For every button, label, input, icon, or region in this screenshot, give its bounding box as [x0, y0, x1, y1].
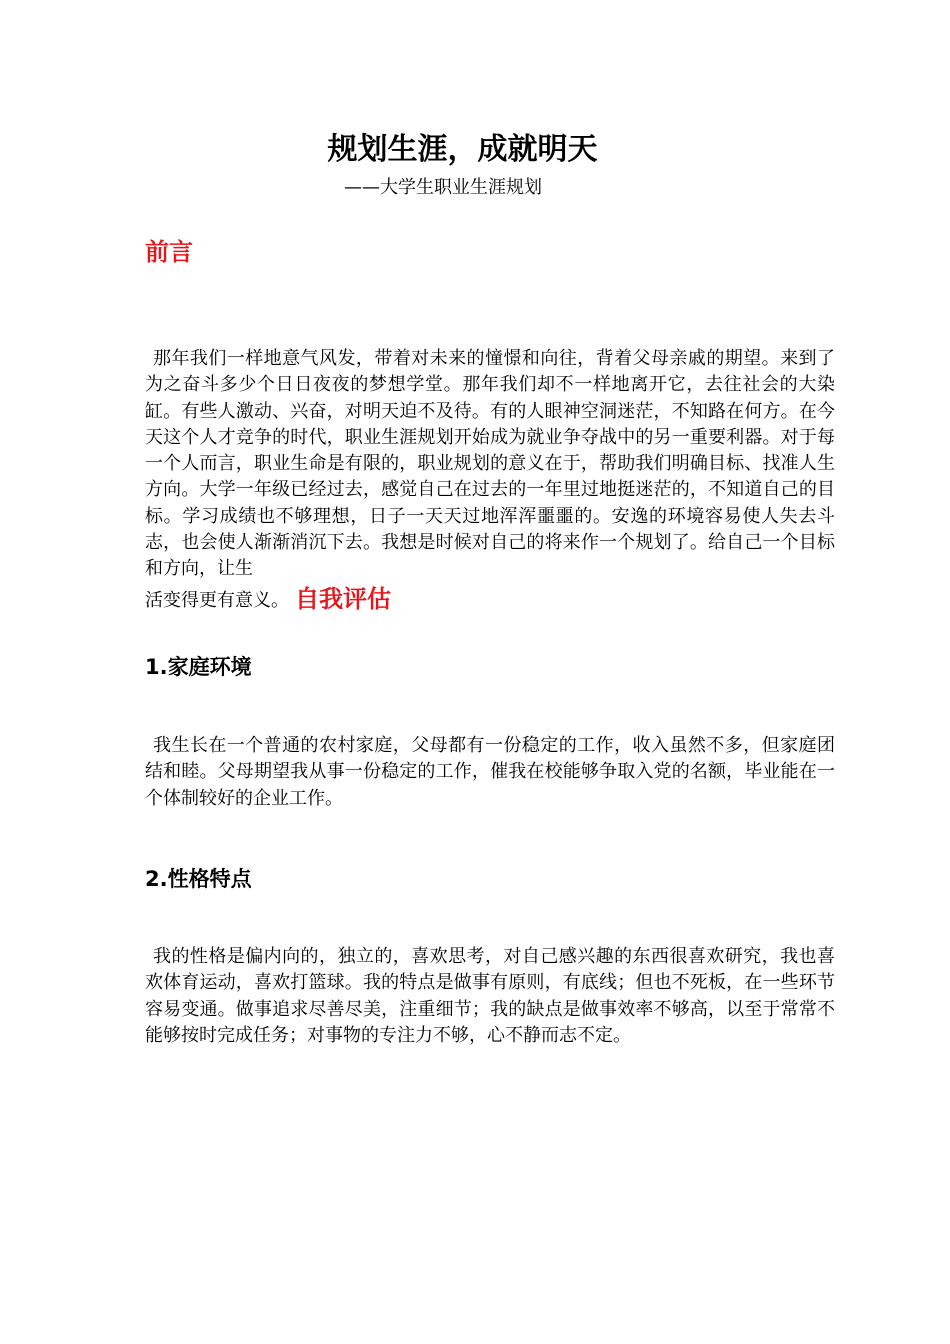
preface-last-line-text: 活变得更有意义。: [145, 590, 289, 611]
preface-paragraph: 那年我们一样地意气风发，带着对未来的憧憬和向往，背着父母亲戚的期望。来到了为之奋斗多少个日日夜夜的梦想学堂。那年我们却不一样地离开它，去往社会的大染缸。有些人激动、兴奋，对明天迫不及待。有的人眼神空洞迷茫，不知路在何方。在今天这个人才竞争的时代，职业生涯规划开始成为就业争夺战中的另一重要利器。对于每一个人而言，职业生命是有限的，职业规划的意义在于，帮助我们明确目标、找准人生方向。大学一年级已经过去，感觉自己在过去的一年里过地挺迷茫的，不知道自己的目标。学习成绩也不够理想，日子一天天过地浑浑噩噩的。安逸的环境容易使人失去斗志，也会使人渐渐消沉下去。我想是时候对自己的将来作一个规划了。给自己一个目标和方向，让生: [145, 348, 835, 580]
section-heading-family-environment: 1.家庭环境: [145, 655, 252, 679]
document-subtitle: ——大学生职业生涯规划: [344, 177, 542, 198]
section-heading-personality: 2.性格特点: [145, 867, 252, 891]
self-assessment-heading: 自我评估: [295, 585, 391, 613]
preface-heading: 前言: [145, 238, 193, 266]
personality-paragraph: 我的性格是偏内向的，独立的，喜欢思考，对自己感兴趣的东西很喜欢研究，我也喜欢体育运动，喜欢打篮球。我的特点是做事有原则，有底线；但也不死板，在一些环节容易变通。做事追求尽善尽美，注重细节；我的缺点是做事效率不够高，以至于常常不能够按时完成任务；对事物的专注力不够，心不静而志不定。: [145, 946, 835, 1046]
document-title: 规划生涯，成就明天: [327, 132, 598, 167]
family-environment-paragraph: 我生长在一个普通的农村家庭，父母都有一份稳定的工作，收入虽然不多，但家庭团结和睦。父母期望我从事一份稳定的工作，催我在校能够争取入党的名额，毕业能在一个体制较好的企业工作。: [145, 735, 835, 809]
preface-paragraph-last-line: [145, 583, 391, 616]
